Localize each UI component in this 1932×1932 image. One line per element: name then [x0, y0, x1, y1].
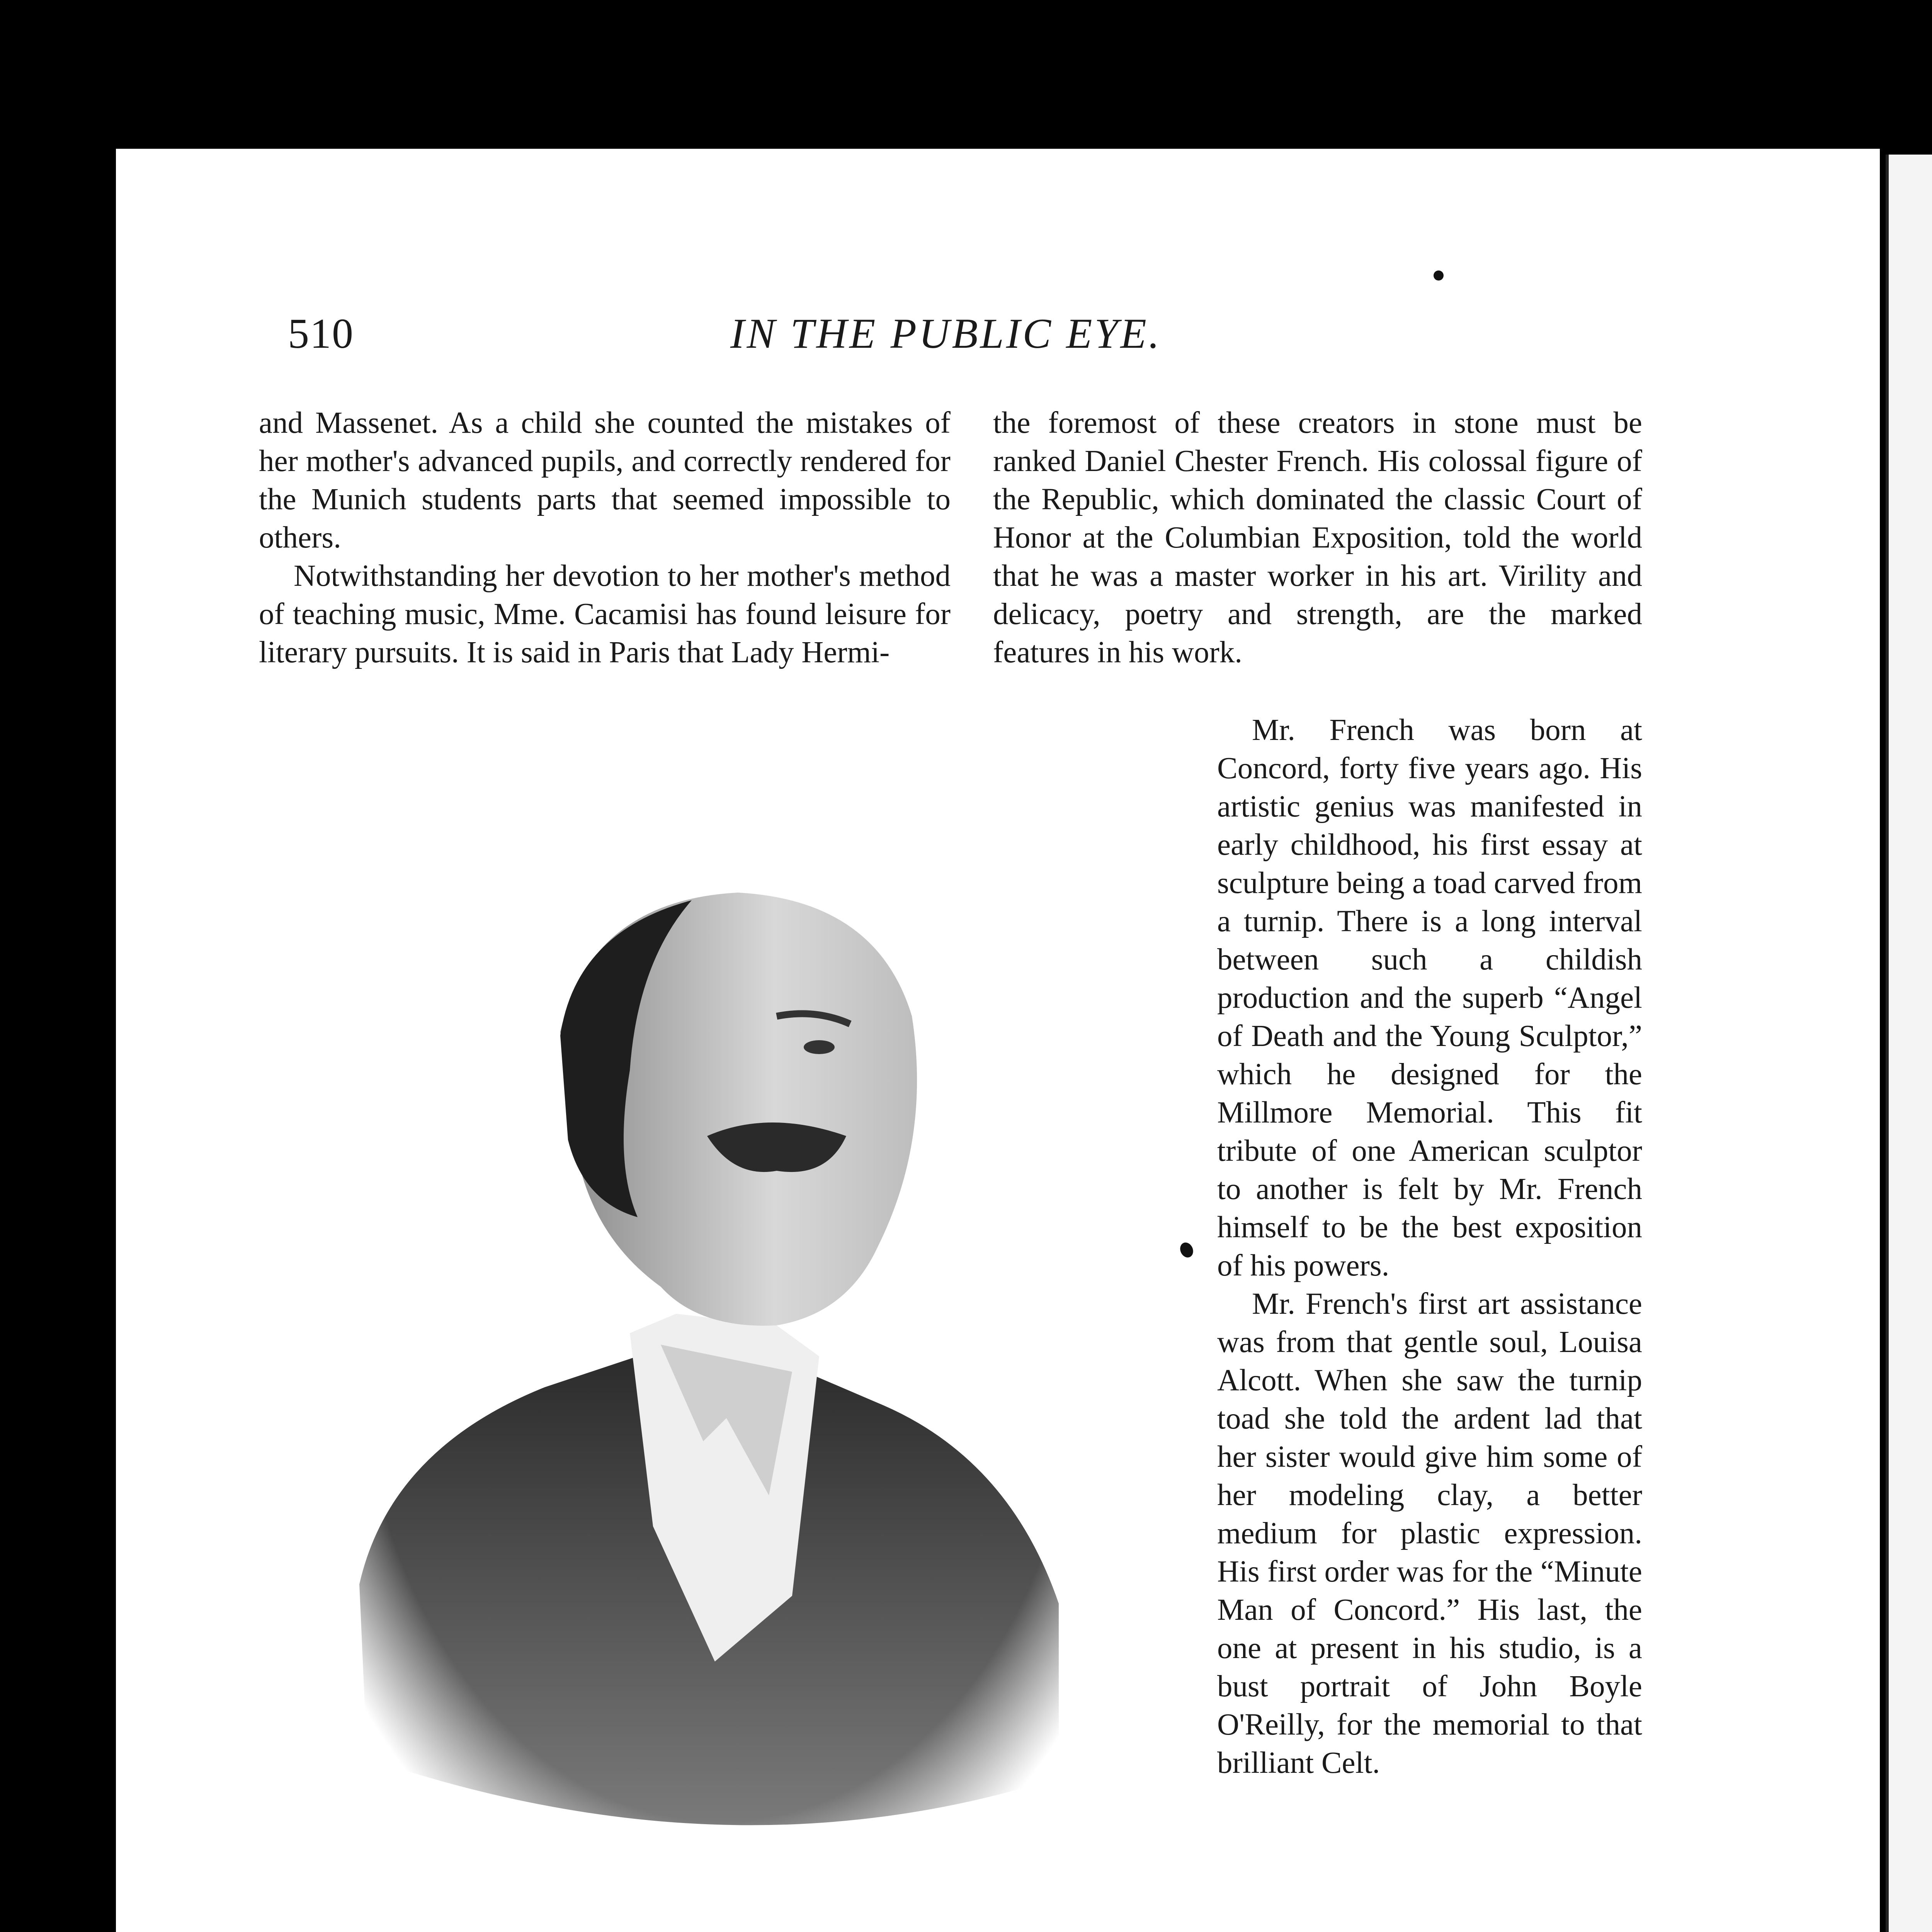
paragraph: Notwithstanding her devotion to her mother's method of teaching music, Mme. Cacamisi has found leisure for literary pursuits. It is said in Paris that Lady Hermi-	[259, 559, 951, 669]
next-page-edge	[1886, 155, 1932, 1932]
portrait-photo	[344, 869, 1097, 1893]
column-right-top	[993, 404, 1642, 672]
column-left-top	[259, 404, 951, 672]
paragraph: the foremost of these creators in stone must be ranked Daniel Chester French. His colossal figure of the Republic, which dominated the classic Court of Honor at the Columbian Exposition, told the world that he was a master worker in his art. Virility and delicacy, poetry and strength, are the marked features in his work.	[993, 406, 1642, 669]
ink-dot	[1434, 270, 1444, 281]
paragraph: Mr. French was born at Concord, forty five years ago. His artistic genius was manifested in early childhood, his first essay at sculpture being a toad carved from a turnip. There is a long interval between such a childish production and the superb “Angel of Death and the Young Sculptor,” which he designed for the Millmore Memorial. This fit tribute of one American sculptor to another is felt by Mr. French himself to be the best exposition of his powers.	[1217, 713, 1642, 1282]
paragraph: and Massenet. As a child she counted the mistakes of her mother's advanced pupils, and correctly rendered for the Munich students parts that seemed impossible to others.	[259, 406, 951, 554]
page-number: 510	[288, 310, 354, 357]
running-title: IN THE PUBLIC EYE.	[730, 310, 1162, 357]
paragraph: Mr. French's first art assistance was from that gentle soul, Louisa Alcott. When she saw the turnip toad she told the ardent lad that her sister would give him some of her modeling clay, a better medium for plastic expression. His first order was for the “Minute Man of Concord.” His last, the one at present in his studio, is a bust portrait of John Boyle O'Reilly, for the memorial to that brilliant Celt.	[1217, 1287, 1642, 1780]
column-right-narrow	[1217, 711, 1642, 1782]
